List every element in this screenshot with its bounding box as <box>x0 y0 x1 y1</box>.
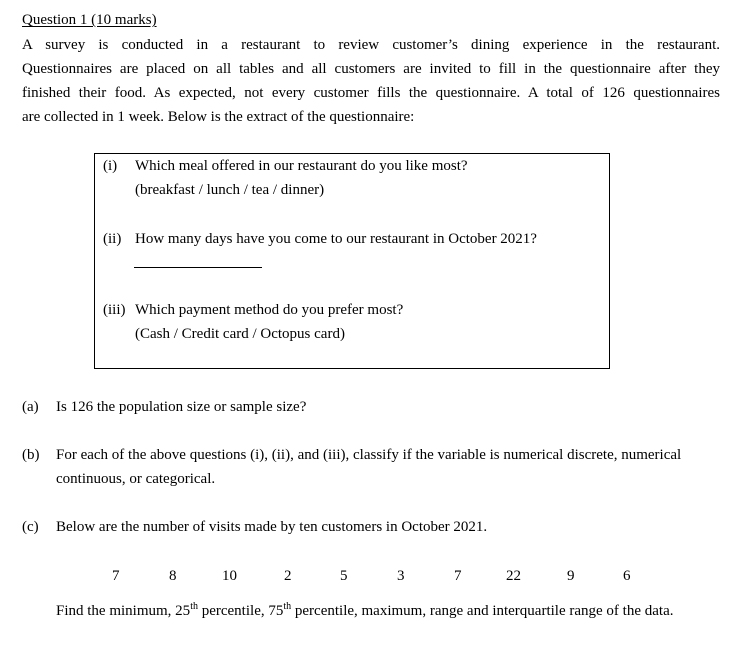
data-value: 22 <box>506 568 521 584</box>
q1-text: Which meal offered in our restaurant do you like most? <box>135 158 468 174</box>
part-c-text: Below are the number of visits made by ten customers in October 2021. <box>56 519 488 535</box>
part-c-label: (c) <box>22 519 39 535</box>
ordinal-suffix: th <box>190 601 198 612</box>
task-text-3: percentile, maximum, range and interquartile range of the data. <box>291 603 674 619</box>
data-value: 8 <box>169 568 177 584</box>
q1-options: (breakfast / lunch / tea / dinner) <box>135 182 325 198</box>
part-b-line-1: For each of the above questions (i), (ii), and (iii), classify if the variable is numerical discrete, numerical <box>56 447 682 463</box>
data-value: 3 <box>397 568 405 584</box>
data-value: 6 <box>623 568 631 584</box>
task-text-2: percentile, 75 <box>197 603 284 619</box>
q3-text: Which payment method do you prefer most? <box>135 302 404 318</box>
intro-line-1: A survey is conducted in a restaurant to review customer’s dining experience in the restaurant. <box>22 37 720 53</box>
ordinal-suffix: th <box>283 601 292 612</box>
q3-options: (Cash / Credit card / Octopus card) <box>135 326 345 342</box>
intro-line-2: Questionnaires are placed on all tables and all customers are invited to fill in the questionnaire after they <box>22 61 720 77</box>
data-value: 9 <box>567 568 575 584</box>
q1-label: (i) <box>103 158 118 174</box>
intro-line-4: are collected in 1 week. Below is the extract of the questionnaire: <box>22 109 415 125</box>
data-value: 2 <box>284 568 292 584</box>
data-value: 7 <box>454 568 462 584</box>
q2-text: How many days have you come to our restaurant in October 2021? <box>135 231 537 247</box>
data-value: 5 <box>340 568 348 584</box>
q2-answer-blank <box>134 267 262 268</box>
part-c-task <box>56 602 673 620</box>
data-value: 10 <box>222 568 237 584</box>
question-title: Question 1 (10 marks) <box>22 12 157 28</box>
data-value: 7 <box>112 568 120 584</box>
part-a-label: (a) <box>22 399 39 415</box>
part-b-line-2: continuous, or categorical. <box>56 471 216 487</box>
q2-label: (ii) <box>103 231 122 247</box>
part-a-text: Is 126 the population size or sample size? <box>56 399 307 415</box>
intro-line-3: finished their food. As expected, not every customer fills the questionnaire. A total of 126 questionnaires <box>22 85 720 101</box>
q3-label: (iii) <box>103 302 126 318</box>
part-b-label: (b) <box>22 447 40 463</box>
task-text-1: Find the minimum, 25 <box>56 603 191 619</box>
